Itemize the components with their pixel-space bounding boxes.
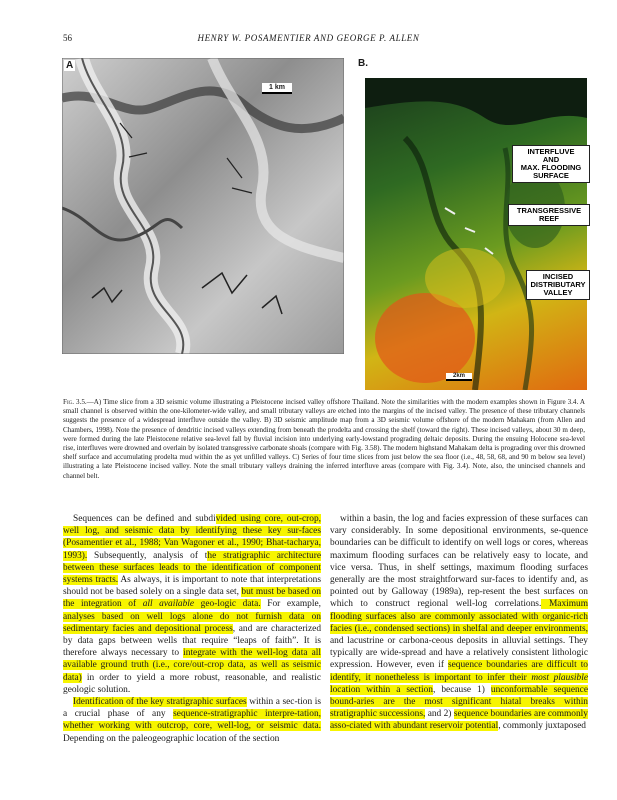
body-text: and 2) [425,709,454,720]
label-line: TRANSGRESSIVE [516,206,582,215]
highlighted-text: location within a section [330,684,433,695]
body-text: , commonly juxtaposed [498,721,586,732]
body-text: Subsequently, analysis of t [87,550,208,561]
body-text: and lacustrine or carbona-ceous deposits in alluvial settings. They typically are wide-spread and have a relatively consistent lithologic expression. However, even if [330,636,588,671]
panel-b-letter: B. [358,58,368,69]
highlighted-text: vided using core, out-crop, well log, and seismic data by identifying these key sur-faces (Posamentier et al., 1988; Van Wagoner et al., 1990; Bhat-tacharya, 1993). [63,514,321,561]
body-text: in order to yield a more robust, reasonable, and realistic geologic solution. [63,672,321,695]
label-line: AND [542,155,560,164]
body-text: As always, it is important to note that interpretations should not be based solely on a single data set, [63,575,321,598]
label-line: REEF [538,214,559,223]
page-number: 56 [63,33,72,43]
body-text: within a sec-tion is a crucial phase of any [63,697,321,720]
panel-a-scale-bar: 1 km [262,83,292,94]
highlighted-text: sequence-stratigraphic interpre-tation, whether working with outcrop, core, well-log, or seismic data. [63,709,321,732]
label-line: DISTRIBUTARY [530,280,586,289]
body-paragraph [63,696,321,745]
body-text: , because 1) [432,684,491,695]
figure-caption-label: Fig. 3.5. [63,398,87,406]
body-text: For example, [260,599,321,610]
label-line: MAX. FLOODING [520,163,582,172]
label-line: INTERFLUVE [527,147,575,156]
body-left-column [63,513,321,745]
body-paragraph [330,513,588,733]
figure-panel-a-image [62,58,344,354]
label-transgressive-reef [508,204,590,226]
highlighted-text: Identification of the key stratigraphic surfaces [73,697,247,708]
highlighted-text: but must be based on the integration of [63,587,321,610]
panel-a-letter: A [66,60,74,71]
figure-panel-b-image [365,78,587,390]
label-line: INCISED [542,272,574,281]
seismic-amplitude-map-graphic [365,78,587,390]
body-right-column [330,513,588,733]
body-text: Depending on the paleogeographic location of the section [63,733,280,744]
figure-caption-text: —A) Time slice from a 3D seismic volume illustrating a Pleistocene incised valley offshore Thailand. Note the similarities with the modern examples shown in Figure 3.4. A small channel is observed within the one-kilometer-wide valley, and small tributary valleys are etched into the margins of the incised valley. The presence of these tributary channels suggests the presence of a widespread interfluve outside the valley. B) 3D seismic amplitude map from a 3D seismic volume offshore of the modern Mahakam (from Allen and Chambers, 1998). Note the presence of dendritic incised valleys extending from beneath the prodelta and crossing the shelf (toward the right). These incised valleys, about 30 m deep, were formed during the late Pleistocene relative sea-level fall by fluvial incision into underlying early-lowstand prograding deltaic deposits. During the ensuing Holocene sea-level rise, interfluves were drowned and overlain by isolated transgressive carbonate shoals (compare with Fig. 3.58). The modern highstand Mahakam delta is prograding over this drowned shelf surface and accumulating prodelta mud within the as yet unfilled valleys. C) Series of four time slices from just below the sea floor (i.e., 48, 58, 68, and 90 m below sea level) illustrating a late Pleistocene incised valley. Note the small tributary valleys draining the inferred interfluve areas (compare with Fig. 3.4). Note, also, the unincised channels and channel belt. [63,398,585,480]
highlighted-text: most plausible [531,672,588,683]
highlighted-text: all available [142,599,195,610]
label-line: VALLEY [543,288,573,297]
label-line: SURFACE [533,171,569,180]
running-head: HENRY W. POSAMENTIER AND GEORGE P. ALLEN [197,33,420,43]
highlighted-text: analyses based on well logs alone do not furnish data on sedimentary facies and depositional process [63,611,321,634]
highlighted-text: sequence boundaries are difficult to identify, it nonetheless is important to infer their [330,660,588,683]
figure-caption [63,398,585,481]
label-interfluve-max-flooding-surface [512,145,590,183]
highlighted-text: Maximum flooding surfaces also are commonly associated with organic-rich facies (i.e., condensed sections) in shelfal and deeper environments, [330,599,589,634]
body-text: Sequences can be defined and subdi [73,514,216,524]
highlighted-text: sequence boundaries are commonly asso-ciated with abundant reservoir potential [330,709,588,732]
highlighted-text: he stratigraphic architecture between these surfaces leads to the identification of component systems tracts. [63,550,322,586]
body-text: , and are characterized by data gaps between wells that require “leaps of faith”. It is therefore always necessary to [63,623,322,659]
highlighted-text: geo-logic data. [194,599,261,610]
highlighted-text: integrate with the well-log data all available ground truth (i.e., core/out-crop data, as well as seismic data) [63,648,321,683]
highlighted-text: unconformable sequence bound-aries are the most significant hiatal breaks within stratigraphic successions, [330,684,589,720]
body-text: within a basin, the log and facies expression of these surfaces can vary considerably. In some depositional environments, se-quence boundaries can be difficult to identify on well logs or cores, whereas maximum flooding surfaces can be relatively easy to locate, and vice versa. Thus, in shelf settings, maximum flooding surfaces generally are the most straightforward sur-faces to identify and, as pointed out by Galloway (1989a), rep-resent the best surfaces on which to construct regional well-log correlations. [330,514,588,610]
label-incised-distributary-valley [526,270,590,300]
body-paragraph [63,513,321,696]
panel-b-scale-bar: 2km [446,373,472,381]
seismic-time-slice-graphic [62,58,344,354]
